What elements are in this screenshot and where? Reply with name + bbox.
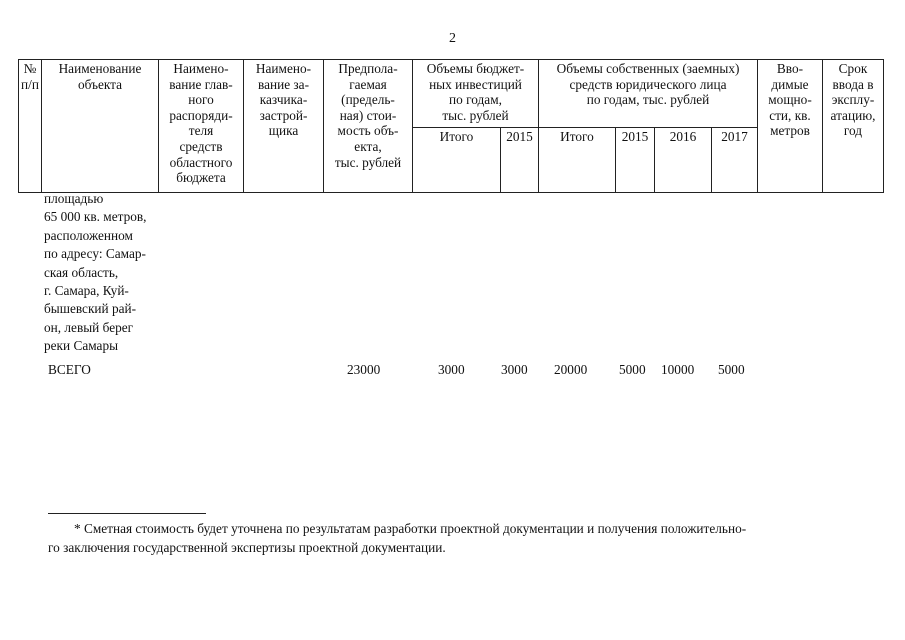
table-header — [18, 59, 884, 193]
total-estimated-cost: 23000 — [347, 362, 381, 377]
text-line: (предель- — [341, 92, 395, 108]
header-customer — [244, 60, 324, 193]
text-line: бышевский рай- — [44, 301, 137, 317]
header-own-2016: 2016 — [655, 128, 712, 193]
text-line: атацию, — [830, 107, 876, 123]
total-budget-2015: 3000 — [501, 362, 528, 377]
page-number: 2 — [449, 31, 456, 46]
text-line: год — [843, 123, 863, 139]
text-line: мощно- — [768, 92, 812, 108]
text-line: ных инвестиций — [429, 76, 522, 92]
total-budget: 3000 — [438, 362, 465, 377]
text-line: распоряди- — [169, 107, 233, 123]
text-line: тыс. рублей — [442, 107, 509, 123]
text-line: мость объ- — [337, 123, 399, 139]
text-line: ская область, — [44, 264, 119, 280]
text-line: средств — [179, 138, 223, 154]
total-own: 20000 — [554, 362, 588, 377]
text-line: Наимено- — [255, 61, 312, 76]
header-own-total: Итого — [539, 128, 616, 193]
text-line: эксплу- — [831, 92, 875, 108]
text-line: димые — [771, 76, 809, 92]
text-line: расположенном — [44, 227, 133, 243]
text-line: Наимено- — [173, 61, 229, 76]
footnote — [48, 519, 876, 557]
text-line: Предпола- — [338, 61, 398, 76]
header-estimated-cost — [324, 60, 413, 193]
total-own-2016: 10000 — [661, 362, 695, 377]
text-line: областного — [169, 154, 233, 170]
header-num — [19, 60, 42, 193]
text-line: сти, кв. — [769, 107, 811, 123]
text-line: п/п — [21, 76, 39, 92]
header-commission-term — [823, 60, 884, 193]
footnote-line-1: * Сметная стоимость будет уточнена по результатам разработки проектной документации и получения положительно- — [74, 521, 747, 536]
text-line: щика — [268, 123, 299, 139]
text-line: Объемы бюджет- — [426, 61, 525, 76]
text-line: ввода в — [832, 76, 874, 92]
header-budget-total: Итого — [413, 128, 501, 193]
footnote-line-2: го заключения государственной экспертизы проектной документации. — [48, 540, 446, 555]
text-line: Наименование — [58, 61, 142, 76]
text-line: вание за- — [257, 76, 310, 92]
header-budget-investments — [413, 60, 539, 128]
total-own-2015: 5000 — [619, 362, 646, 377]
text-line: метров — [770, 123, 810, 139]
text-line: по адресу: Самар- — [44, 246, 146, 262]
text-line: екта, — [354, 138, 382, 154]
text-line: бюджета — [176, 170, 226, 186]
total-label: ВСЕГО — [48, 362, 91, 377]
text-line: ного — [188, 92, 214, 108]
text-line: № — [23, 61, 37, 76]
header-capacity — [758, 60, 823, 193]
object-description — [44, 190, 174, 356]
text-line: реки Самары — [44, 338, 119, 354]
text-line: площадью — [44, 191, 104, 206]
text-line: Срок — [838, 61, 868, 76]
text-line: он, левый берег — [44, 319, 134, 335]
text-line: Вво- — [776, 61, 804, 76]
text-line: г. Самара, Куй- — [44, 283, 129, 299]
text-line: по годам, — [449, 92, 502, 108]
text-line: вание глав- — [169, 76, 233, 92]
text-line: средств юридического лица — [569, 76, 727, 92]
text-line: тыс. рублей — [334, 154, 402, 170]
header-budget-2015: 2015 — [501, 128, 539, 193]
text-line: ная) стои- — [339, 107, 397, 123]
header-object-name — [42, 60, 159, 193]
text-line: казчика- — [259, 92, 308, 108]
total-row — [0, 362, 905, 380]
header-own-2015: 2015 — [616, 128, 655, 193]
text-line: по годам, тыс. рублей — [586, 92, 710, 108]
header-main-manager — [159, 60, 244, 193]
text-line: теля — [188, 123, 214, 139]
text-line: Объемы собственных (заемных) — [556, 61, 740, 76]
total-own-2017: 5000 — [718, 362, 745, 377]
header-own-2017: 2017 — [712, 128, 758, 193]
header-own-funds — [539, 60, 758, 128]
text-line: гаемая — [349, 76, 387, 92]
text-line: объекта — [77, 76, 123, 92]
footnote-rule — [48, 513, 206, 514]
text-line: застрой- — [259, 107, 308, 123]
text-line: 65 000 кв. метров, — [44, 209, 147, 225]
